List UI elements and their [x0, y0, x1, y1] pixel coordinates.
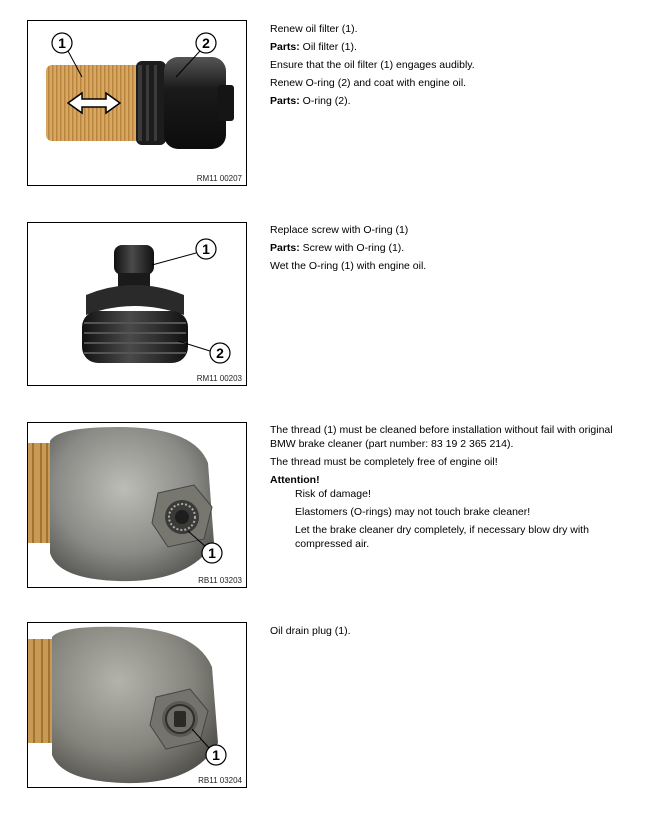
- instruction-line: The thread (1) must be cleaned before installation without fail with original BMW brake cleaner (part number: 83 19 2 365 214).: [270, 424, 613, 450]
- instruction-line: Wet the O-ring (1) with engine oil.: [270, 260, 427, 272]
- callout-1: [206, 745, 226, 765]
- svg-text:1: 1: [58, 35, 66, 51]
- image-code: RB11 03203: [198, 576, 242, 585]
- attention-item: Elastomers (O-rings) may not touch brake cleaner!: [295, 506, 531, 518]
- attention-heading: Attention!: [270, 474, 320, 486]
- screw-head: [114, 245, 154, 275]
- screw-oring-image: [28, 223, 246, 385]
- callout-2: [210, 343, 230, 363]
- svg-text:1: 1: [202, 241, 210, 257]
- instructions-oil-filter: [270, 22, 640, 112]
- cap-body: [82, 311, 188, 363]
- svg-text:2: 2: [216, 345, 224, 361]
- callout-1: [52, 33, 72, 53]
- parts-label: Parts:: [270, 242, 300, 254]
- parts-line: Parts: O-ring (2).: [270, 95, 351, 107]
- image-code: RM11 00203: [196, 374, 242, 383]
- figure-screw-oring: [27, 222, 247, 386]
- instruction-line: Oil drain plug (1).: [270, 625, 351, 637]
- drain-plug: [174, 711, 186, 727]
- parts-label: Parts:: [270, 41, 300, 53]
- attention-item: Let the brake cleaner dry completely, if necessary blow dry with compressed air.: [295, 524, 589, 550]
- instructions-screw: [270, 223, 640, 277]
- svg-text:2: 2: [202, 35, 210, 51]
- callout-1: [196, 239, 216, 259]
- callout-2: [196, 33, 216, 53]
- instruction-line: Replace screw with O-ring (1): [270, 224, 409, 236]
- instruction-line: Renew oil filter (1).: [270, 23, 358, 35]
- drain-plug-image: [28, 623, 246, 787]
- filter-cap: [164, 57, 226, 149]
- parts-line: Parts: Oil filter (1).: [270, 41, 357, 53]
- instructions-drain-plug: [270, 624, 640, 642]
- svg-text:1: 1: [212, 747, 220, 763]
- parts-label: Parts:: [270, 95, 300, 107]
- instruction-line: Ensure that the oil filter (1) engages audibly.: [270, 59, 475, 71]
- svg-text:1: 1: [208, 545, 216, 561]
- figure-drain-plug: [27, 622, 247, 788]
- oil-filter-image: [28, 21, 246, 185]
- figure-oil-filter: [27, 20, 247, 186]
- attention-item: Risk of damage!: [295, 488, 371, 500]
- thread-image: [28, 423, 246, 587]
- instruction-line: The thread must be completely free of engine oil!: [270, 456, 498, 468]
- figure-thread: [27, 422, 247, 588]
- image-code: RB11 03204: [198, 776, 242, 785]
- instruction-line: Renew O-ring (2) and coat with engine oil.: [270, 77, 467, 89]
- instructions-thread: [270, 423, 640, 555]
- callout-1: [202, 543, 222, 563]
- image-code: RM11 00207: [196, 174, 242, 183]
- parts-line: Parts: Screw with O-ring (1).: [270, 242, 405, 254]
